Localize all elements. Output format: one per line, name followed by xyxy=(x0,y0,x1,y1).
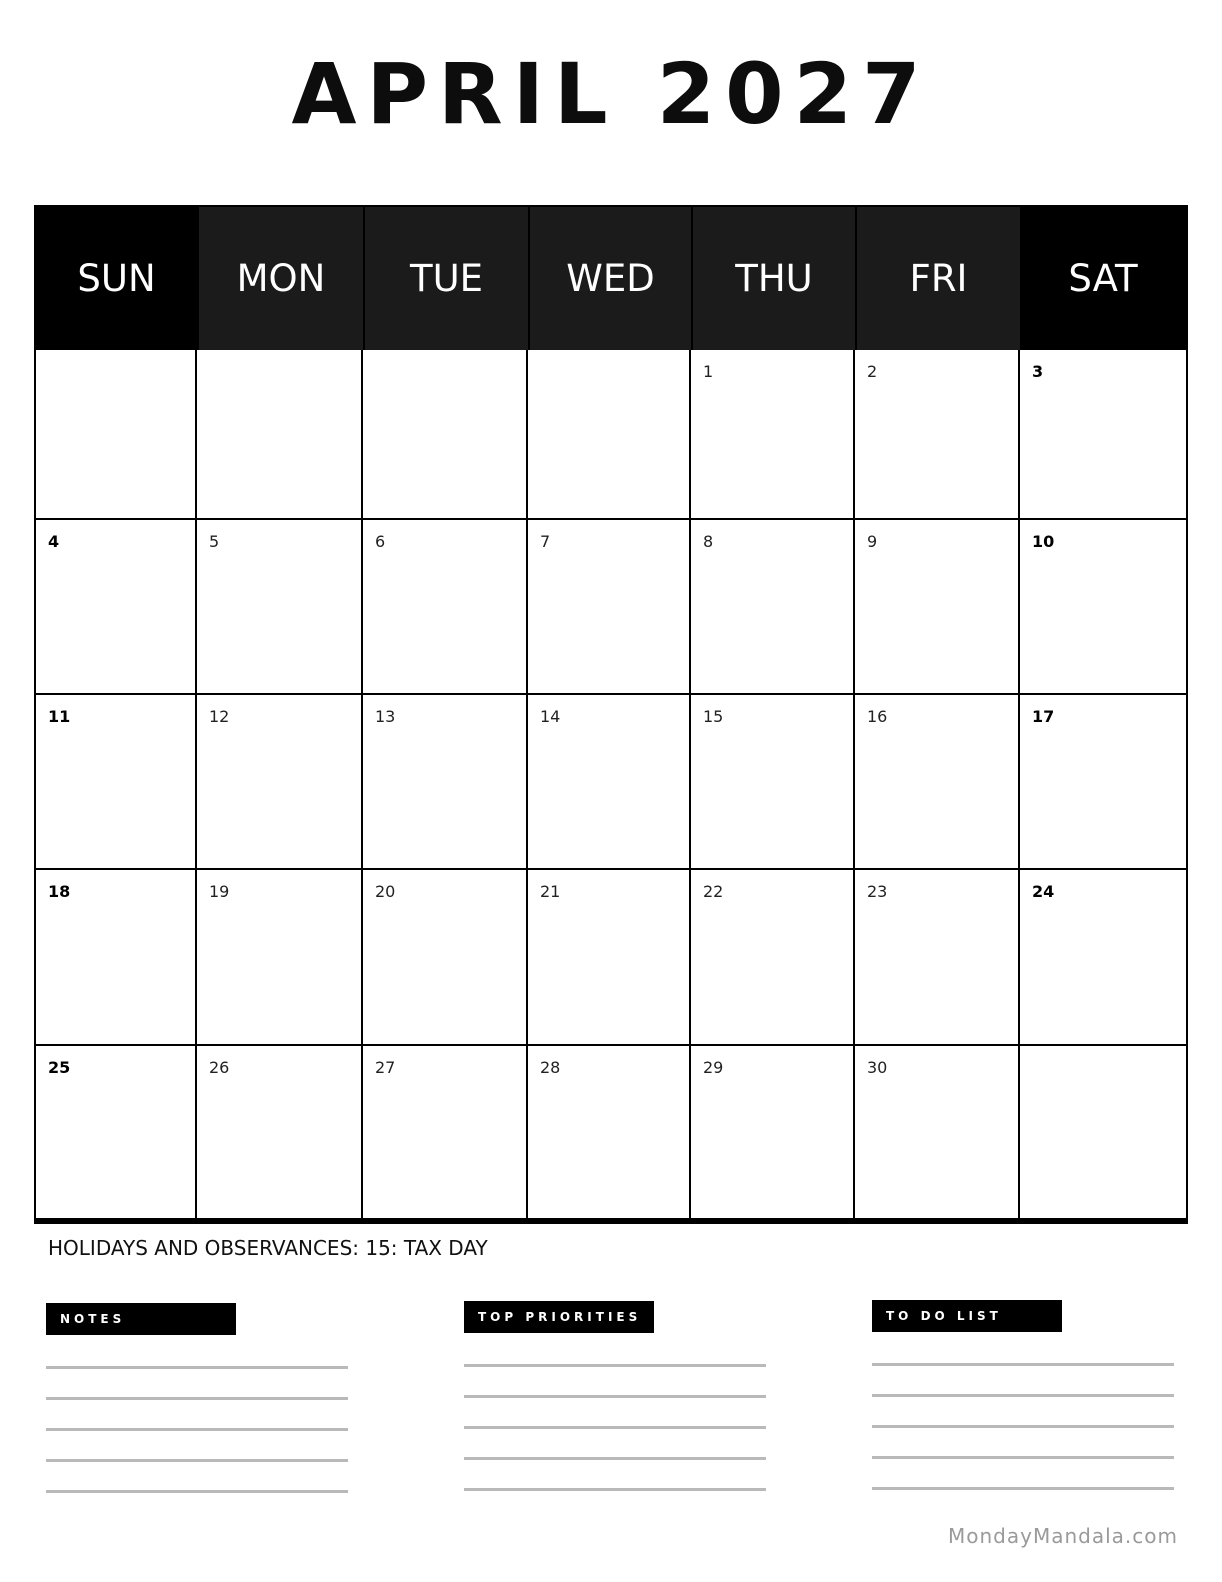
writing-line[interactable] xyxy=(464,1364,766,1367)
to-do-list-section xyxy=(872,1300,1174,1490)
day-number: 18 xyxy=(48,882,71,901)
day-number: 19 xyxy=(209,882,230,901)
date-cell[interactable] xyxy=(855,1046,1020,1218)
empty-date-cell[interactable] xyxy=(197,350,363,520)
brand-footer: MondayMandala.com xyxy=(948,1524,1178,1548)
writing-line[interactable] xyxy=(872,1425,1174,1428)
writing-line[interactable] xyxy=(872,1363,1174,1366)
day-number: 6 xyxy=(375,532,386,551)
date-cell[interactable] xyxy=(528,1046,691,1218)
empty-date-cell[interactable] xyxy=(1020,1046,1186,1218)
day-number: 25 xyxy=(48,1058,71,1077)
date-cell[interactable] xyxy=(1020,350,1186,520)
date-cell[interactable] xyxy=(36,695,197,870)
day-number: 10 xyxy=(1032,532,1055,551)
day-header-tue: TUE xyxy=(363,207,528,350)
page-title: APRIL 2027 xyxy=(291,45,931,143)
date-cell[interactable] xyxy=(855,350,1020,520)
day-number: 27 xyxy=(375,1058,396,1077)
day-header-sun: SUN xyxy=(36,207,197,350)
day-header-wed: WED xyxy=(528,207,691,350)
notes-section xyxy=(46,1303,348,1493)
day-header-fri: FRI xyxy=(855,207,1020,350)
empty-date-cell[interactable] xyxy=(36,350,197,520)
writing-line[interactable] xyxy=(464,1457,766,1460)
day-number: 16 xyxy=(867,707,888,726)
date-cell[interactable] xyxy=(691,695,855,870)
day-number: 5 xyxy=(209,532,220,551)
writing-line[interactable] xyxy=(872,1487,1174,1490)
writing-line[interactable] xyxy=(46,1459,348,1462)
day-number: 21 xyxy=(540,882,561,901)
date-cell[interactable] xyxy=(855,870,1020,1046)
day-number: 4 xyxy=(48,532,60,551)
notes-label: NOTES xyxy=(46,1303,236,1335)
date-cell[interactable] xyxy=(36,1046,197,1218)
day-number: 3 xyxy=(1032,362,1044,381)
day-number: 13 xyxy=(375,707,396,726)
date-cell[interactable] xyxy=(691,520,855,695)
day-number: 23 xyxy=(867,882,888,901)
writing-line[interactable] xyxy=(464,1395,766,1398)
day-number: 22 xyxy=(703,882,724,901)
day-number: 8 xyxy=(703,532,714,551)
date-cell[interactable] xyxy=(1020,520,1186,695)
writing-line[interactable] xyxy=(46,1428,348,1431)
day-number: 14 xyxy=(540,707,561,726)
date-cell[interactable] xyxy=(1020,870,1186,1046)
day-number: 30 xyxy=(867,1058,888,1077)
day-number: 7 xyxy=(540,532,551,551)
writing-line[interactable] xyxy=(46,1397,348,1400)
date-cell[interactable] xyxy=(691,870,855,1046)
date-cell[interactable] xyxy=(197,870,363,1046)
day-number: 20 xyxy=(375,882,396,901)
writing-line[interactable] xyxy=(872,1456,1174,1459)
day-header-thu: THU xyxy=(691,207,855,350)
day-number: 11 xyxy=(48,707,71,726)
date-cell[interactable] xyxy=(691,350,855,520)
date-cell[interactable] xyxy=(197,695,363,870)
calendar-grid xyxy=(34,205,1188,1224)
date-cell[interactable] xyxy=(1020,695,1186,870)
day-number: 28 xyxy=(540,1058,561,1077)
holidays-note: HOLIDAYS AND OBSERVANCES: 15: TAX DAY xyxy=(48,1236,488,1260)
date-cell[interactable] xyxy=(197,520,363,695)
empty-date-cell[interactable] xyxy=(363,350,528,520)
day-number: 9 xyxy=(867,532,878,551)
day-number: 26 xyxy=(209,1058,230,1077)
date-cell[interactable] xyxy=(855,520,1020,695)
writing-line[interactable] xyxy=(872,1394,1174,1397)
date-cell[interactable] xyxy=(197,1046,363,1218)
weekday-header-row xyxy=(36,207,1186,350)
date-cell[interactable] xyxy=(363,520,528,695)
day-number: 2 xyxy=(867,362,878,381)
date-cell[interactable] xyxy=(36,870,197,1046)
top-priorities-section xyxy=(464,1301,766,1491)
day-number: 1 xyxy=(703,362,714,381)
writing-line[interactable] xyxy=(46,1490,348,1493)
day-number: 24 xyxy=(1032,882,1055,901)
date-cell[interactable] xyxy=(855,695,1020,870)
writing-line[interactable] xyxy=(464,1426,766,1429)
day-header-mon: MON xyxy=(197,207,363,350)
date-cell[interactable] xyxy=(528,520,691,695)
top-priorities-label: TOP PRIORITIES xyxy=(464,1301,654,1333)
empty-date-cell[interactable] xyxy=(528,350,691,520)
day-header-sat: SAT xyxy=(1020,207,1186,350)
day-number: 17 xyxy=(1032,707,1055,726)
day-number: 15 xyxy=(703,707,724,726)
writing-line[interactable] xyxy=(464,1488,766,1491)
date-cell[interactable] xyxy=(528,695,691,870)
to-do-list-label: TO DO LIST xyxy=(872,1300,1062,1332)
date-cell[interactable] xyxy=(36,520,197,695)
date-cell[interactable] xyxy=(363,695,528,870)
date-cell[interactable] xyxy=(528,870,691,1046)
day-number: 29 xyxy=(703,1058,724,1077)
date-cells xyxy=(36,350,1186,1218)
day-number: 12 xyxy=(209,707,230,726)
date-cell[interactable] xyxy=(691,1046,855,1218)
date-cell[interactable] xyxy=(363,1046,528,1218)
writing-line[interactable] xyxy=(46,1366,348,1369)
date-cell[interactable] xyxy=(363,870,528,1046)
